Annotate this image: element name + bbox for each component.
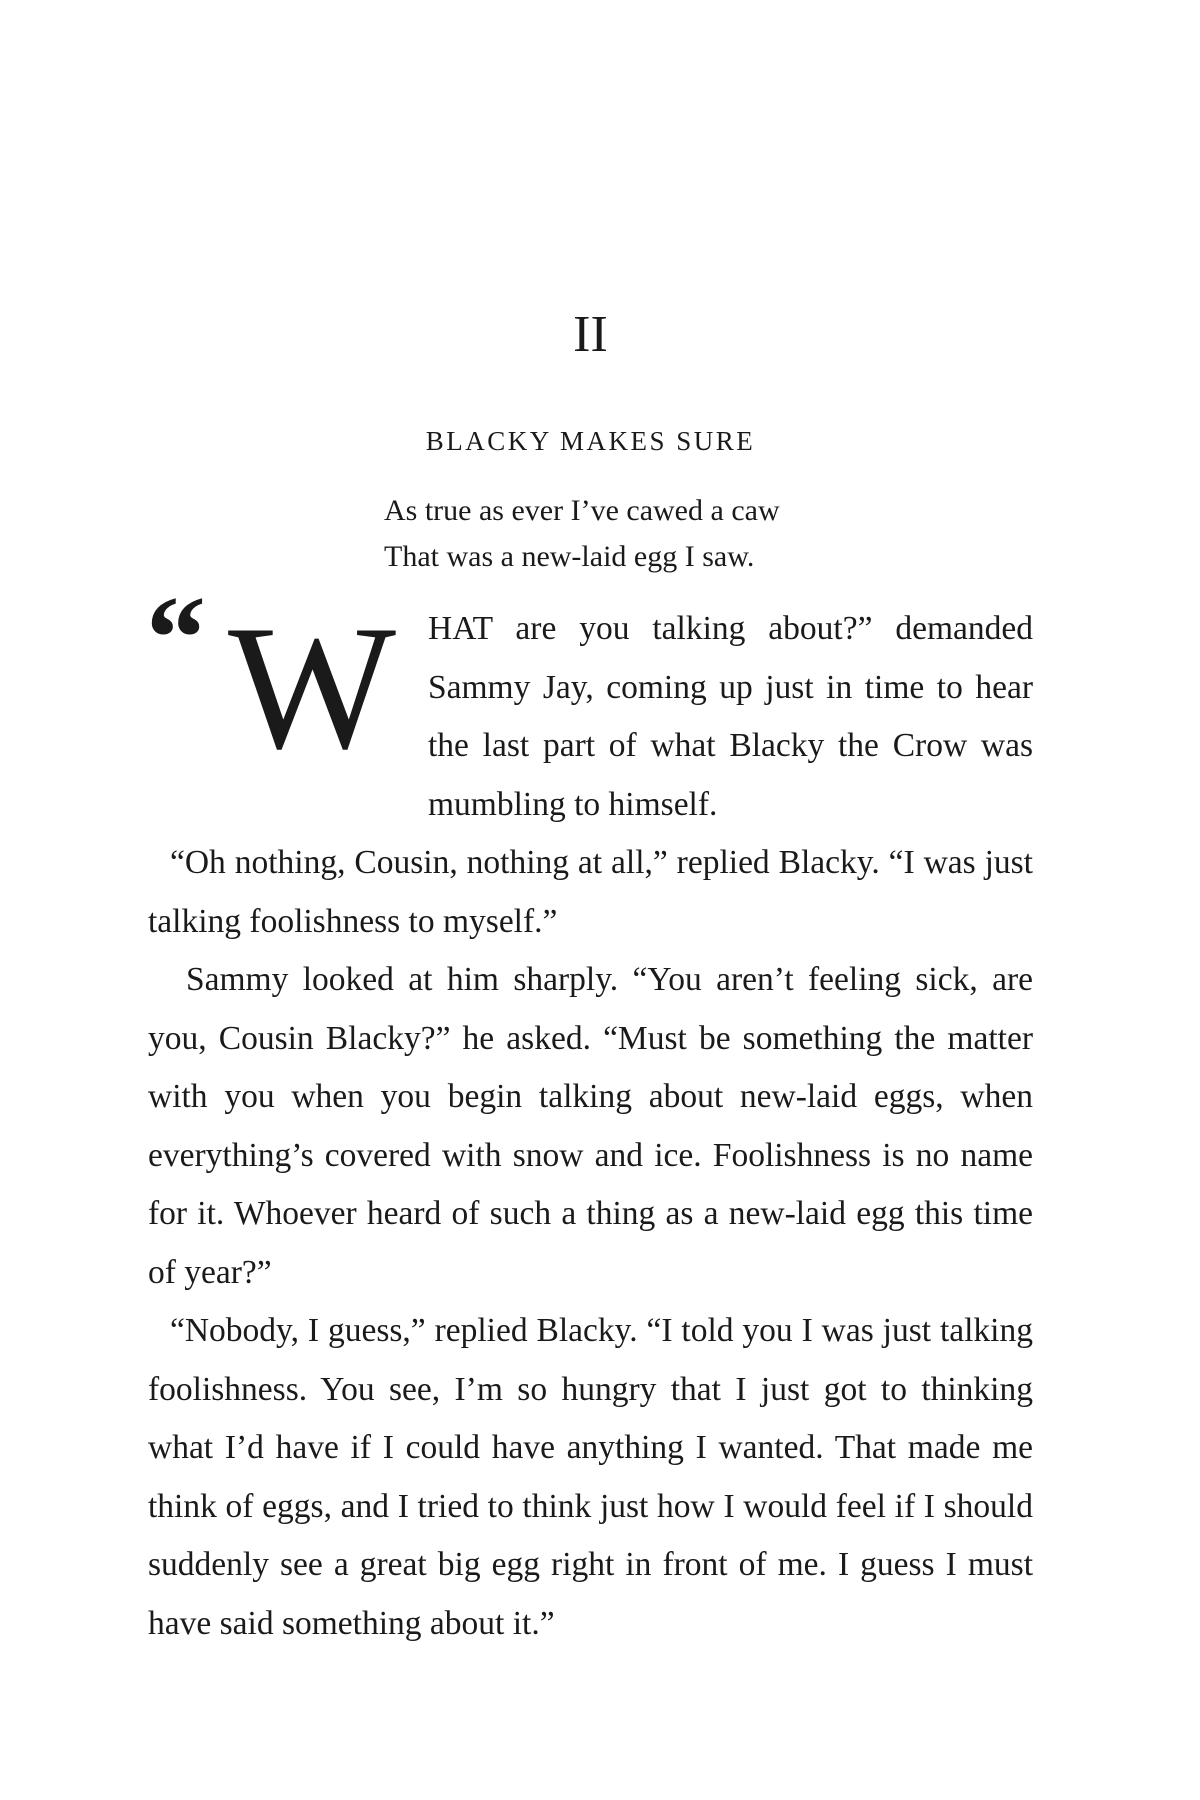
epigraph-line: That was a new-laid egg I saw.: [384, 540, 755, 573]
paragraph-text: HAT are you talking about?” demanded Sammy Jay, coming up just in time to hear the last part of what Blacky the Crow was mumbling to himself.: [428, 610, 1033, 823]
book-page: [148, 300, 1033, 1653]
epigraph-line: As true as ever I’ve cawed a caw: [384, 494, 780, 527]
drop-cap-letter: W: [228, 588, 397, 786]
paragraph: Sammy looked at him sharply. “You aren’t feeling sick, are you, Cousin Blacky?” he asked. “Must be something the matter with you when you begin talking about new-laid eggs, when everything’s covered with snow and ice. Foolishness is no name for it. Whoever heard of such a thing as a new-laid egg this time of year?”: [148, 961, 1033, 1291]
drop-cap: [146, 571, 418, 786]
chapter-number: II: [573, 306, 608, 363]
drop-cap-quote: “: [146, 571, 206, 704]
chapter-body: [146, 571, 1033, 1653]
paragraph: “Nobody, I guess,” replied Blacky. “I told you I was just talking foolishness. You see, I’m so hungry that I just got to thinking what I’d have if I could have anything I wanted. That made me think of eggs, and I tried to think just how I would feel if I should suddenly see a great big egg right in front of me. I guess I must have said something about it.”: [148, 1312, 1033, 1642]
chapter-title: BLACKY MAKES SURE: [425, 426, 756, 456]
paragraph: “Oh nothing, Cousin, nothing at all,” replied Blacky. “I was just talking foolishness to myself.”: [148, 844, 1033, 940]
paragraph: [146, 571, 1033, 834]
epigraph: [384, 488, 1033, 580]
